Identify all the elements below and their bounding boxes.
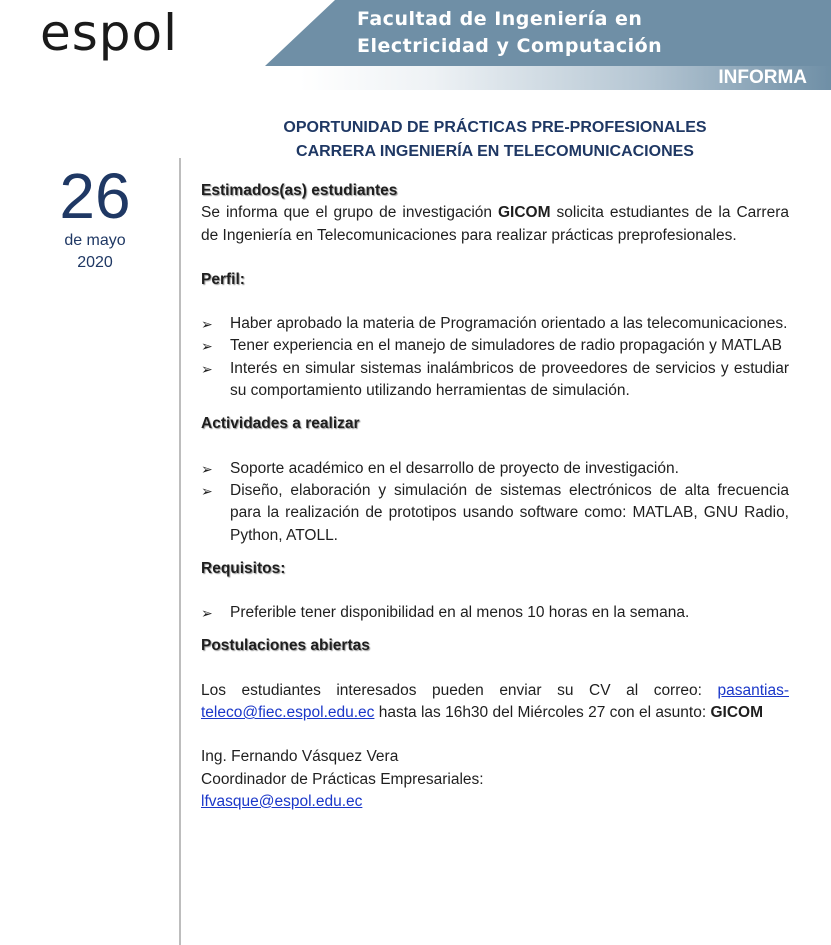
application-email-link[interactable]: pasantias-teleco@fiec.espol.edu.ec	[201, 681, 789, 722]
subject-text: GICOM	[710, 704, 763, 722]
intro-text-before: Se informa que el grupo de investigación	[201, 204, 498, 222]
page-title	[200, 116, 790, 164]
faculty-line-1: Facultad de Ingeniería en	[357, 8, 643, 30]
actividades-heading: Actividades a realizar	[201, 415, 360, 433]
signature-name: Ing. Fernando Vásquez Vera	[201, 748, 399, 766]
perfil-heading: Perfil:	[201, 270, 245, 288]
date-month: de mayo	[64, 232, 126, 249]
perfil-item: ➢ Tener experiencia en el manejo de simuladores de radio propagación y MATLAB	[201, 335, 789, 357]
postulaciones-paragraph	[201, 680, 789, 725]
faculty-line-2: Electricidad y Computación	[357, 35, 663, 57]
signature-role: Coordinador de Prácticas Empresariales:	[201, 770, 484, 788]
intro-heading: Estimados(as) estudiantes	[201, 182, 398, 199]
postulaciones-text-after: hasta las 16h30 del Miércoles 27 con el asunto:	[374, 704, 711, 722]
intro-paragraph	[201, 202, 789, 247]
signature-email-link[interactable]: lfvasque@espol.edu.ec	[201, 792, 363, 810]
espol-logo: espol	[40, 4, 179, 62]
perfil-item: ➢ Interés en simular sistemas inalámbricos de proveedores de servicios y estudiar su comportamiento utilizando herramientas de simulación.	[201, 358, 789, 403]
intro-text-after: solicita estudiantes de la Carrera de Ingeniería en Telecomunicaciones para realizar prácticas preprofesionales.	[201, 204, 789, 244]
actividades-list	[201, 458, 789, 547]
vertical-divider	[179, 158, 181, 945]
requisitos-heading: Requisitos:	[201, 559, 286, 577]
postulaciones-text-before: Los estudiantes interesados pueden enviar su CV al correo:	[201, 681, 718, 699]
faculty-title	[357, 6, 662, 60]
requisitos-list	[201, 602, 789, 624]
group-name: GICOM	[498, 204, 551, 222]
title-line-1: OPORTUNIDAD DE PRÁCTICAS PRE-PROFESIONALES	[283, 119, 707, 136]
title-line-2: CARRERA INGENIERÍA EN TELECOMUNICACIONES	[296, 143, 694, 160]
actividades-item: ➢ Soporte académico en el desarrollo de proyecto de investigación.	[201, 458, 789, 480]
informa-label: INFORMA	[718, 67, 807, 88]
requisitos-item: ➢ Preferible tener disponibilidad en al menos 10 horas en la semana.	[201, 602, 789, 624]
actividades-item: ➢ Diseño, elaboración y simulación de sistemas electrónicos de alta frecuencia para la realización de prototipos usando software como: MATLAB, GNU Radio, Python, ATOLL.	[201, 480, 789, 547]
perfil-list	[201, 313, 789, 402]
postulaciones-heading: Postulaciones abiertas	[201, 637, 370, 655]
date-year: 2020	[77, 254, 113, 271]
date-day: 26	[59, 160, 131, 232]
perfil-item: ➢ Haber aprobado la materia de Programación orientado a las telecomunicaciones.	[201, 313, 789, 335]
announcement-body	[201, 180, 789, 813]
